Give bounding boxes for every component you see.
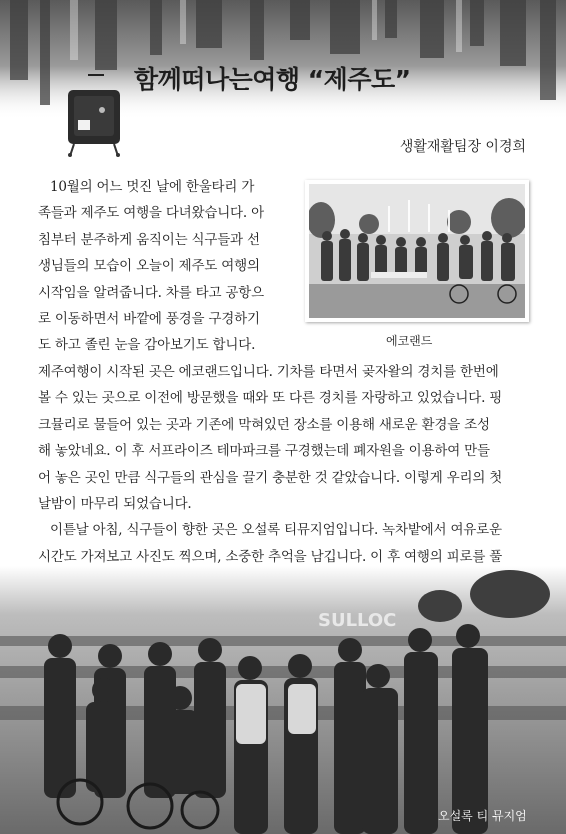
text-line: 날밤이 마무리 되었습니다. xyxy=(38,496,192,513)
text-line: 시작임을 알려줍니다. 차를 타고 공항으 xyxy=(38,284,264,301)
text-line: 볼 수 있는 곳으로 이전에 방문했을 때와 또 다른 경치를 자랑하고 있었습니다. 핑 xyxy=(38,390,503,407)
article-title: 함께떠나는여행 “제주도” xyxy=(134,65,411,94)
text-line: 어 놓은 곳인 만큼 식구들의 관심을 끌기 충분한 것 같았습니다. 이렇게 우리의 첫 xyxy=(38,469,503,486)
osulloc-group-photo xyxy=(0,566,566,834)
title-dash xyxy=(88,74,104,76)
text-line: 제주여행이 시작된 곳은 에코랜드입니다. 기차를 타면서 곶자왈의 경치를 한번에 xyxy=(38,364,499,380)
text-line: 로 이동하면서 바깥에 풍경을 구경하기 xyxy=(38,311,260,328)
ecoland-photo xyxy=(305,180,529,322)
osulloc-caption: 오설록 티 뮤지엄 xyxy=(438,809,527,823)
text-line: 시간도 가져보고 사진도 찍으며, 소중한 추억을 남깁니다. 이 후 여행의 피로를 풀 xyxy=(38,548,503,565)
text-line: 이튿날 아침, 식구들이 향한 곳은 오설록 티뮤지엄입니다. 녹차밭에서 여유로운 xyxy=(50,522,502,539)
text-line: 침부터 분주하게 움직이는 식구들과 선 xyxy=(38,231,260,248)
article-author: 생활재활팀장 이경희 xyxy=(399,139,526,155)
paragraph-1 xyxy=(38,174,294,359)
text-line: 10월의 어느 멋진 날에 한울타리 가 xyxy=(50,179,255,195)
sulloc-sign: SULLOC xyxy=(318,610,397,631)
ecoland-caption: 에코랜드 xyxy=(386,334,433,348)
ecoland-group-photo xyxy=(309,184,525,318)
text-line: 족들과 제주도 여행을 다녀왔습니다. 아 xyxy=(38,205,264,222)
text-line: 도 하고 졸린 눈을 감아보기도 합니다. xyxy=(38,337,256,354)
tv-icon xyxy=(64,86,124,158)
text-line: 해 놓았네요. 이 후 서프라이즈 테마파크를 구경했는데 폐자원을 이용하여 만들 xyxy=(38,443,490,460)
text-line: 크뮬리로 물들어 있는 곳과 기존에 막혀있던 장소를 이용해 새로운 환경을 조성 xyxy=(38,416,490,433)
text-line: 생님들의 모습이 오늘이 제주도 여행의 xyxy=(38,258,260,275)
